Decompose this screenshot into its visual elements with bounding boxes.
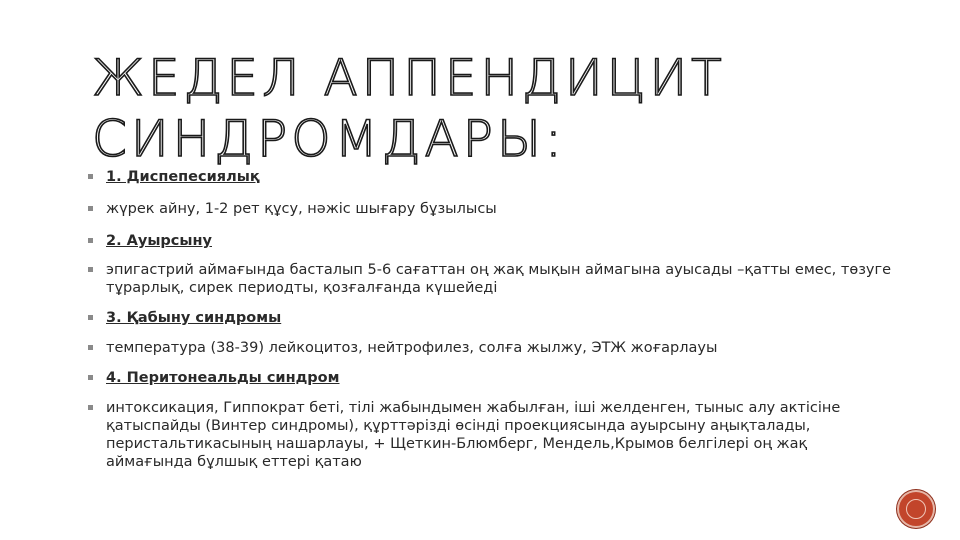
list-item-heading-dyspepsia: [88, 168, 260, 186]
slide-title-line-1: ЖЕДЕЛ АППЕНДИЦИТ: [92, 49, 726, 107]
red-seal-icon: [899, 492, 933, 526]
list-item-text: 4. Перитонеальды синдром: [106, 370, 340, 386]
square-bullet-icon: [88, 345, 93, 350]
slide-title: [92, 48, 852, 170]
square-bullet-icon: [88, 206, 93, 211]
list-item-text: 2. Ауырсыну: [106, 233, 212, 249]
list-item-inflammation-detail: [88, 339, 717, 357]
list-item-heading-peritoneal: [88, 369, 340, 387]
list-item-peritoneal-detail: [88, 399, 896, 471]
square-bullet-icon: [88, 267, 93, 272]
square-bullet-icon: [88, 238, 93, 243]
list-item-heading-inflammation: [88, 309, 281, 327]
square-bullet-icon: [88, 375, 93, 380]
list-item-pain-detail: [88, 261, 896, 297]
square-bullet-icon: [88, 315, 93, 320]
list-item-text: эпигастрий аймағында басталып 5-6 сағаттан оң жақ мықын аймагына ауысады –қатты емес, төзуге тұрарлық, сирек периодты, қозғалғанда күшейеді: [106, 262, 892, 296]
list-item-text: 1. Диспепесиялық: [106, 169, 260, 185]
square-bullet-icon: [88, 174, 93, 179]
list-item-text: жүрек айну, 1-2 рет құсу, нәжіс шығару бұзылысы: [106, 201, 497, 217]
list-item-text: интоксикация, Гиппократ беті, тілі жабындымен жабылған, іші желденген, тыныс алу актісіне қатыспайды (Винтер синдромы), құрттәрізді өсінді проекциясында ауырсыну аңықталады, перистальтикасының нашарлауы, + Щеткин-Блюмберг, Мендель,Крымов белгілері оң жақ аймағында бұлшық еттері қатаю: [106, 400, 841, 470]
square-bullet-icon: [88, 405, 93, 410]
list-item-text: температура (38-39) лейкоцитоз, нейтрофилез, солға жылжу, ЭТЖ жоғарлауы: [106, 340, 718, 356]
list-item-heading-pain: [88, 232, 212, 250]
list-item-dyspepsia-detail: [88, 200, 497, 218]
slide-title-line-2: СИНДРОМДАРЫ:: [92, 110, 566, 168]
list-item-text: 3. Қабыну синдромы: [106, 310, 282, 326]
